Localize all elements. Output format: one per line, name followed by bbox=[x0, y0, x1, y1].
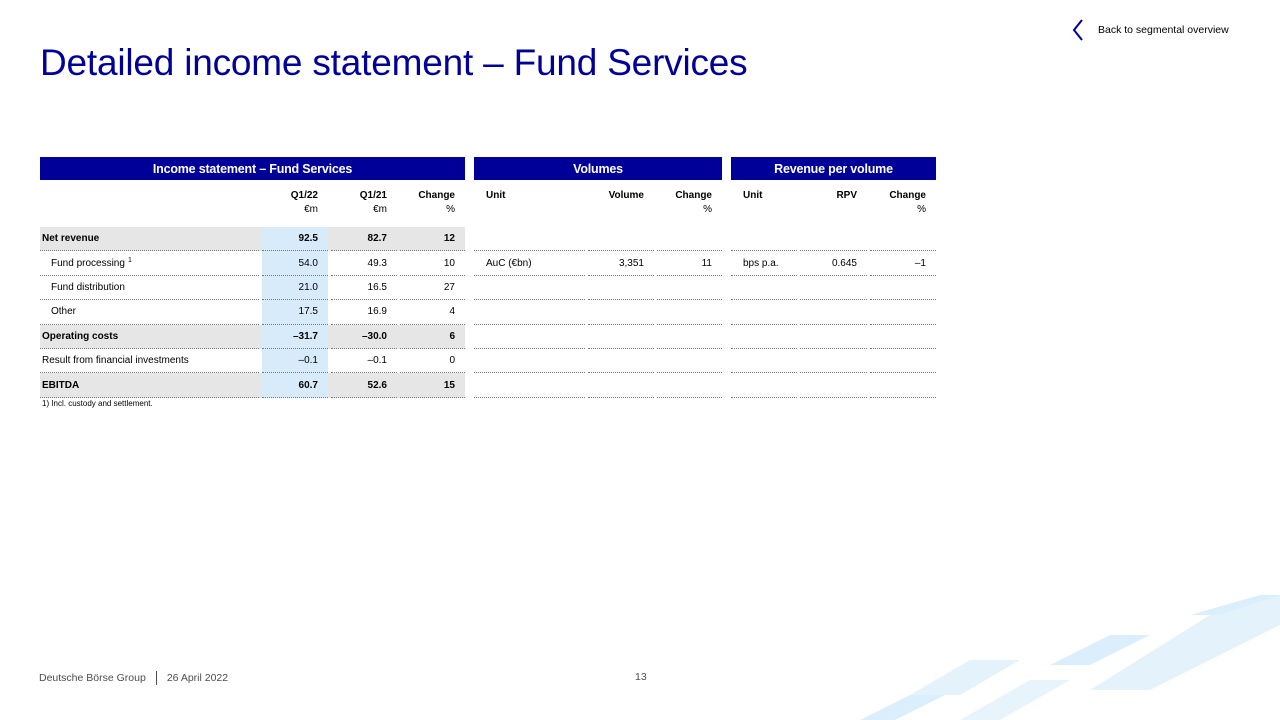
table-row bbox=[40, 373, 465, 397]
col-q121: Q1/21 €m bbox=[359, 190, 387, 215]
table-row bbox=[474, 251, 722, 275]
value-q121: 52.6 bbox=[331, 373, 397, 397]
value-change: 15 bbox=[400, 373, 465, 397]
row-label: Fund distribution bbox=[40, 276, 259, 300]
table-row bbox=[474, 227, 722, 251]
value-q121: 49.3 bbox=[331, 251, 397, 275]
rpv-value: 0.645 bbox=[800, 251, 867, 275]
back-link-label: Back to segmental overview bbox=[1098, 24, 1229, 36]
col-change: Change % bbox=[675, 190, 712, 215]
value-q122: 17.5 bbox=[262, 300, 328, 324]
value-q121: 16.5 bbox=[331, 276, 397, 300]
value-change: 10 bbox=[400, 251, 465, 275]
value-q122: –31.7 bbox=[262, 325, 328, 349]
footer bbox=[39, 671, 228, 685]
value-q121: –0.1 bbox=[331, 349, 397, 373]
income-table-header: Income statement – Fund Services bbox=[40, 157, 465, 180]
table-row bbox=[731, 251, 936, 275]
col-q122: Q1/22 €m bbox=[290, 190, 318, 215]
page-title: Detailed income statement – Fund Services bbox=[40, 42, 748, 83]
decorative-stripes bbox=[860, 595, 1280, 720]
volumes-table bbox=[474, 157, 722, 398]
col-unit: Unit bbox=[743, 190, 763, 201]
value-change: 27 bbox=[400, 276, 465, 300]
table-row bbox=[474, 373, 722, 397]
chevron-left-icon bbox=[1072, 19, 1084, 41]
table-row bbox=[474, 325, 722, 349]
table-row bbox=[40, 251, 465, 275]
table-row bbox=[474, 300, 722, 324]
col-change: Change % bbox=[418, 190, 455, 215]
table-row bbox=[40, 300, 465, 324]
value-change: 0 bbox=[400, 349, 465, 373]
col-unit: Unit bbox=[486, 190, 506, 201]
col-volume: Volume bbox=[608, 190, 644, 201]
value-q122: –0.1 bbox=[262, 349, 328, 373]
value-change: 4 bbox=[400, 300, 465, 324]
footnote: 1) Incl. custody and settlement. bbox=[42, 399, 153, 408]
volume-unit: AuC (€bn) bbox=[474, 251, 585, 275]
rpv-unit: bps p.a. bbox=[731, 251, 797, 275]
row-label: Net revenue bbox=[40, 227, 259, 251]
value-change: 6 bbox=[400, 325, 465, 349]
footnote-marker: 1 bbox=[127, 256, 132, 264]
rpv-table-header: Revenue per volume bbox=[731, 157, 936, 180]
rpv-column-headers bbox=[731, 180, 936, 227]
income-statement-table bbox=[40, 157, 465, 398]
col-change: Change % bbox=[889, 190, 926, 215]
back-to-segmental-overview-link[interactable] bbox=[1072, 18, 1229, 42]
table-row bbox=[731, 373, 936, 397]
volume-change: 11 bbox=[657, 251, 722, 275]
table-row bbox=[40, 276, 465, 300]
volume-value: 3,351 bbox=[588, 251, 654, 275]
table-row bbox=[40, 325, 465, 349]
row-label: Operating costs bbox=[40, 325, 259, 349]
table-row bbox=[731, 300, 936, 324]
table-row bbox=[40, 227, 465, 251]
col-rpv: RPV bbox=[836, 190, 857, 201]
row-label: Other bbox=[40, 300, 259, 324]
value-q122: 21.0 bbox=[262, 276, 328, 300]
value-q121: –30.0 bbox=[331, 325, 397, 349]
volumes-column-headers bbox=[474, 180, 722, 227]
value-q121: 16.9 bbox=[331, 300, 397, 324]
footer-date: 26 April 2022 bbox=[166, 672, 229, 684]
revenue-per-volume-table bbox=[731, 157, 936, 398]
value-q122: 92.5 bbox=[262, 227, 328, 251]
page-number: 13 bbox=[635, 671, 647, 683]
rpv-change: –1 bbox=[870, 251, 936, 275]
volumes-table-header: Volumes bbox=[474, 157, 722, 180]
table-row bbox=[474, 276, 722, 300]
row-label: Result from financial investments bbox=[40, 349, 259, 373]
value-q122: 54.0 bbox=[262, 251, 328, 275]
value-q121: 82.7 bbox=[331, 227, 397, 251]
table-row bbox=[731, 227, 936, 251]
income-column-headers bbox=[40, 180, 465, 227]
table-row bbox=[731, 276, 936, 300]
footer-company: Deutsche Börse Group bbox=[39, 672, 146, 684]
table-row bbox=[40, 349, 465, 373]
table-row bbox=[731, 349, 936, 373]
value-q122: 60.7 bbox=[262, 373, 328, 397]
value-change: 12 bbox=[400, 227, 465, 251]
footer-divider bbox=[156, 671, 157, 685]
row-label: Fund processing $^1$ bbox=[40, 251, 259, 275]
table-row bbox=[731, 325, 936, 349]
table-row bbox=[474, 349, 722, 373]
row-label: EBITDA bbox=[40, 373, 259, 397]
